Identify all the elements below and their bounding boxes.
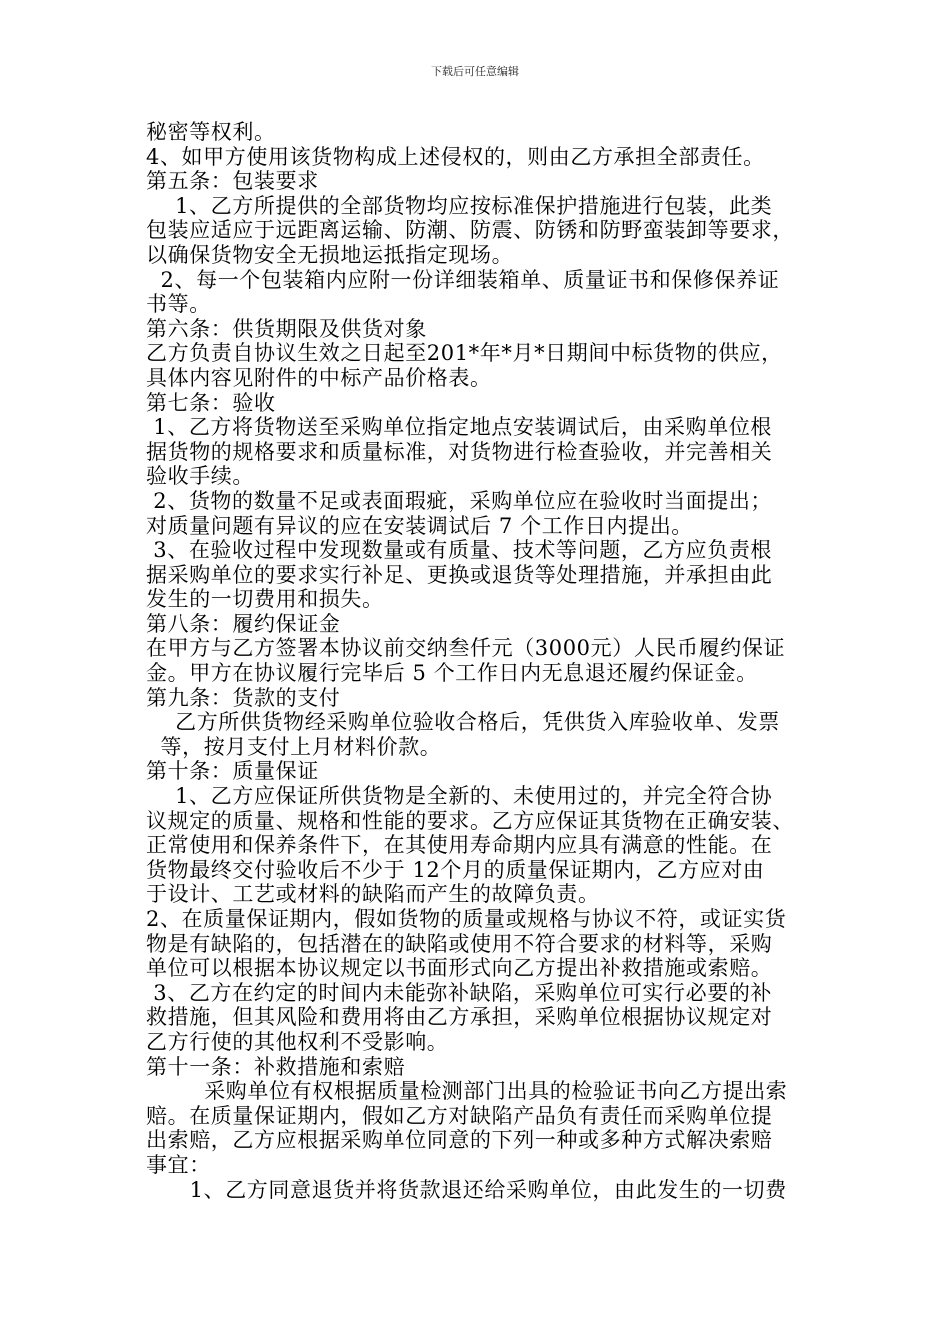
text-line: 货物最终交付验收后不少于 12个月的质量保证期内，乙方应对由 [146,857,765,882]
text-line: 1、乙方应保证所供货物是全新的、未使用过的，并完全符合协 [146,784,773,809]
text-line: 等，按月支付上月材料价款。 [146,734,442,759]
text-line: 2、在质量保证期内，假如货物的质量或规格与协议不符，或证实货 [146,907,787,931]
text-line: 乙方负责自协议生效之日起至201*年*月*日期间中标货物的供应， [146,341,783,366]
text-line: 具体内容见附件的中标产品价格表。 [146,365,492,390]
text-line: 包装应适应于远距离运输、防潮、防震、防锈和防野蛮装卸等要求， [146,218,794,243]
text-line: 出索赔，乙方应根据采购单位同意的下列一种或多种方式解决索赔 [146,1128,773,1153]
text-line: 1、乙方将货物送至采购单位指定地点安装调试后，由采购单位根 [146,415,773,440]
text-line: 3、在验收过程中发现数量或有质量、技术等问题，乙方应负责根 [146,538,773,563]
text-line: 验收手续。 [146,464,254,489]
page-header: 下载后可任意编辑 [431,65,519,78]
text-line: 第六条：供货期限及供货对象 [146,316,427,341]
text-line: 第八条：履约保证金 [146,611,341,636]
text-line: 议规定的质量、规格和性能的要求。乙方应保证其货物在正确安装、 [146,808,794,833]
text-line: 事宜： [146,1152,211,1177]
text-line: 正常使用和保养条件下，在其使用寿命期内应具有满意的性能。在 [146,833,773,858]
text-line: 金。甲方在协议履行完毕后 5 个工作日内无息退还履约保证金。 [146,661,758,686]
text-line: 对质量问题有异议的应在安装调试后 7 个工作日内提出。 [146,513,693,538]
text-line: 第五条：包装要求 [146,169,319,194]
text-line: 据采购单位的要求实行补足、更换或退货等处理措施，并承担由此 [146,562,773,587]
text-line: 书等。 [146,292,211,317]
text-line: 赔。在质量保证期内，假如乙方对缺陷产品负有责任而采购单位提 [146,1103,773,1128]
text-line: 发生的一切费用和损失。 [146,587,384,612]
text-line: 第九条：货款的支付 [146,685,341,710]
text-line: 2、每一个包装箱内应附一份详细装箱单、质量证书和保修保养证 [146,267,780,292]
text-line: 采购单位有权根据质量检测部门出具的检验证书向乙方提出索 [146,1079,788,1104]
text-line: 4、如甲方使用该货物构成上述侵权的，则由乙方承担全部责任。 [146,144,765,169]
text-line: 物是有缺陷的，包括潜在的缺陷或使用不符合要求的材料等，采购 [146,931,773,956]
text-line: 第十一条：补救措施和索赔 [146,1054,406,1079]
text-line: 1、乙方同意退货并将货款退还给采购单位，由此发生的一切费 [146,1177,787,1202]
text-line: 救措施，但其风险和费用将由乙方承担，采购单位根据协议规定对 [146,1005,773,1030]
text-line: 2、货物的数量不足或表面瑕疵，采购单位应在验收时当面提出； [146,488,773,513]
text-line: 在甲方与乙方签署本协议前交纳叁仟元（3000元）人民币履约保证 [146,636,786,661]
text-line: 乙方行使的其他权利不受影响。 [146,1029,449,1054]
text-line: 单位可以根据本协议规定以书面形式向乙方提出补救措施或索赔。 [146,956,773,981]
text-line: 1、乙方所提供的全部货物均应按标准保护措施进行包装，此类 [146,193,773,218]
text-line: 3、乙方在约定的时间内未能弥补缺陷，采购单位可实行必要的补 [146,980,773,1005]
text-line: 于设计、工艺或材料的缺陷而产生的故障负责。 [146,882,600,907]
text-line: 第十条：质量保证 [146,759,319,784]
text-line: 据货物的规格要求和质量标准，对货物进行检查验收，并完善相关 [146,439,773,464]
text-line: 乙方所供货物经采购单位验收合格后，凭供货入库验收单、发票 [146,710,780,735]
document-body [146,120,818,1202]
text-line: 以确保货物安全无损地运抵指定现场。 [146,242,514,267]
text-line: 秘密等权利。 [146,120,276,144]
text-line: 第七条：验收 [146,390,276,415]
